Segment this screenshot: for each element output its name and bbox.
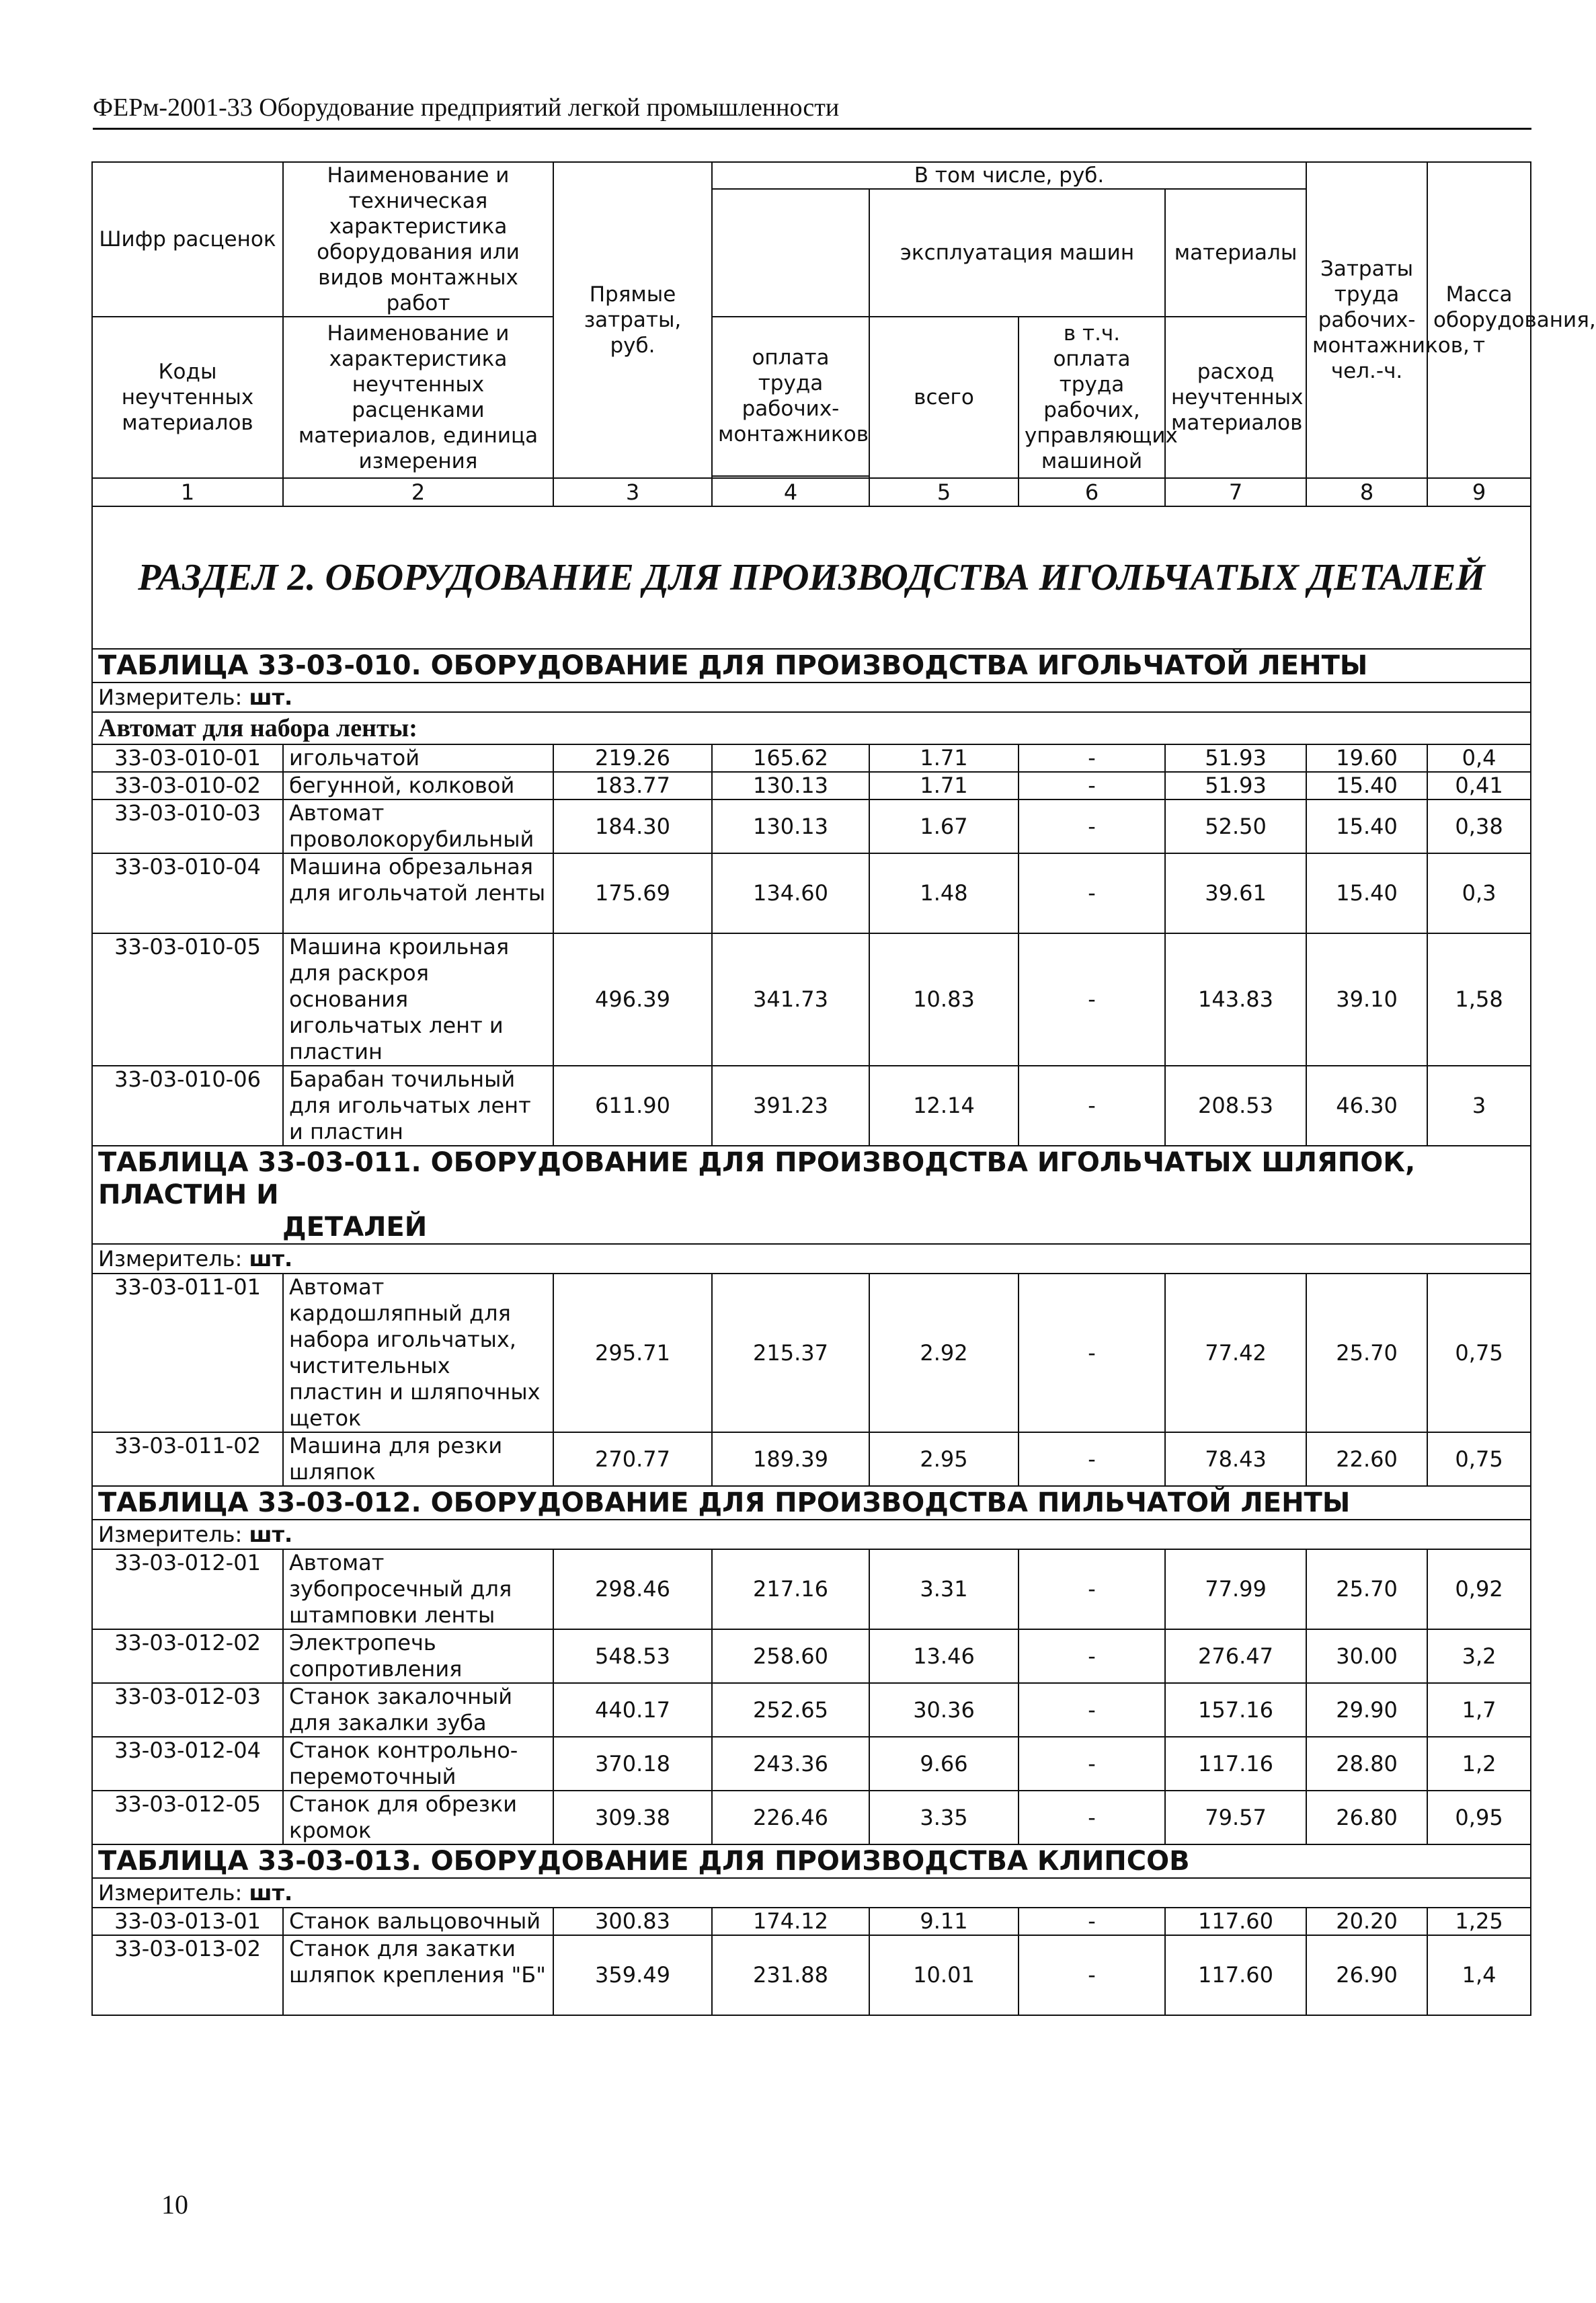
labor-hours: 28.80	[1306, 1737, 1427, 1791]
materials: 39.61	[1165, 853, 1306, 933]
machine-total: 1.48	[869, 853, 1019, 933]
machine-incl-pay: -	[1019, 1629, 1165, 1683]
meter-label: Измеритель:	[98, 1245, 243, 1272]
equipment-name: Электропечь сопротивления	[283, 1629, 553, 1683]
table-title-cell	[92, 1146, 1531, 1244]
machine-incl-pay: -	[1019, 1935, 1165, 2015]
group-row	[92, 712, 1531, 744]
labor-pay: 217.16	[712, 1549, 869, 1629]
table-row	[92, 799, 1531, 853]
machine-incl-pay: -	[1019, 853, 1165, 933]
labor-pay: 243.36	[712, 1737, 869, 1791]
direct-costs: 175.69	[553, 853, 712, 933]
header-blank	[712, 189, 869, 317]
table-row	[92, 853, 1531, 933]
labor-hours: 15.40	[1306, 772, 1427, 799]
machine-total: 1.67	[869, 799, 1019, 853]
meter-label: Измеритель:	[98, 1879, 243, 1906]
materials: 143.83	[1165, 933, 1306, 1066]
equipment-mass: 1,4	[1427, 1935, 1531, 2015]
rate-code: 33-03-011-02	[92, 1432, 283, 1486]
machine-incl-pay: -	[1019, 799, 1165, 853]
header-machine-total: всего	[869, 317, 1019, 478]
machine-total: 10.01	[869, 1935, 1019, 2015]
meter-cell	[92, 682, 1531, 712]
table-row	[92, 1737, 1531, 1791]
labor-pay: 130.13	[712, 799, 869, 853]
machine-total: 1.71	[869, 772, 1019, 799]
table-row	[92, 933, 1531, 1066]
col-number: 1	[92, 478, 283, 506]
direct-costs: 219.26	[553, 744, 712, 772]
machine-total: 10.83	[869, 933, 1019, 1066]
equipment-mass: 0,95	[1427, 1791, 1531, 1844]
equipment-name: Машина обрезальная для игольчатой ленты	[283, 853, 553, 933]
rate-code: 33-03-010-04	[92, 853, 283, 933]
direct-costs: 370.18	[553, 1737, 712, 1791]
direct-costs: 270.77	[553, 1432, 712, 1486]
table-title-continued: ДЕТАЛЕЙ	[282, 1212, 428, 1243]
table-title-row	[92, 649, 1531, 682]
meter-label: Измеритель:	[98, 684, 243, 710]
table-title-row	[92, 1844, 1531, 1878]
direct-costs: 496.39	[553, 933, 712, 1066]
equipment-mass: 1,25	[1427, 1908, 1531, 1935]
header-equipment-mass: Масса оборудования, т	[1427, 162, 1531, 478]
section-title: РАЗДЕЛ 2. ОБОРУДОВАНИЕ ДЛЯ ПРОИЗВОДСТВА ИГОЛЬЧАТЫХ ДЕТАЛЕЙ	[138, 557, 1485, 598]
price-table	[91, 161, 1596, 2016]
table-body	[92, 162, 1596, 2015]
header-name: Наименование и техническая характеристика оборудования или видов монтажных работ	[283, 162, 553, 317]
header-labor-pay: оплата труда рабочих-монтажников	[712, 317, 869, 476]
meter-label: Измеритель:	[98, 1521, 243, 1547]
direct-costs: 298.46	[553, 1549, 712, 1629]
labor-hours: 25.70	[1306, 1549, 1427, 1629]
header-unaccounted-codes: Коды неучтенных материалов	[92, 317, 283, 478]
table-title: ТАБЛИЦА 33-03-010. ОБОРУДОВАНИЕ ДЛЯ ПРОИЗВОДСТВА ИГОЛЬЧАТОЙ ЛЕНТЫ	[98, 650, 1368, 681]
materials: 276.47	[1165, 1629, 1306, 1683]
equipment-mass: 3,2	[1427, 1629, 1531, 1683]
machine-total: 2.92	[869, 1274, 1019, 1432]
labor-pay: 231.88	[712, 1935, 869, 2015]
labor-hours: 22.60	[1306, 1432, 1427, 1486]
meter-cell	[92, 1244, 1531, 1274]
rate-code: 33-03-012-03	[92, 1683, 283, 1737]
labor-pay: 215.37	[712, 1274, 869, 1432]
materials: 117.16	[1165, 1737, 1306, 1791]
materials: 79.57	[1165, 1791, 1306, 1844]
table-row	[92, 1274, 1531, 1432]
header-in-that-number: В том числе, руб.	[712, 162, 1306, 189]
column-number-row	[92, 478, 1531, 506]
materials: 51.93	[1165, 744, 1306, 772]
machine-incl-pay: -	[1019, 744, 1165, 772]
equipment-name: Автомат зубопросечный для штамповки ленты	[283, 1549, 553, 1629]
labor-hours: 26.90	[1306, 1935, 1427, 2015]
meter-unit: шт.	[249, 1879, 293, 1906]
table-row	[92, 1683, 1531, 1737]
page-number: 10	[161, 2189, 188, 2220]
labor-hours: 25.70	[1306, 1274, 1427, 1432]
labor-hours: 29.90	[1306, 1683, 1427, 1737]
machine-total: 13.46	[869, 1629, 1019, 1683]
equipment-mass: 0,38	[1427, 799, 1531, 853]
col-number: 5	[869, 478, 1019, 506]
machine-total: 3.31	[869, 1549, 1019, 1629]
equipment-mass: 0,3	[1427, 853, 1531, 933]
equipment-name: Автомат кардошляпный для набора игольчатых, чистительных пластин и шляпочных щеток	[283, 1274, 553, 1432]
table-row	[92, 1549, 1531, 1629]
machine-incl-pay: -	[1019, 1683, 1165, 1737]
labor-hours: 46.30	[1306, 1066, 1427, 1146]
equipment-mass: 3	[1427, 1066, 1531, 1146]
machine-incl-pay: -	[1019, 1432, 1165, 1486]
labor-pay: 252.65	[712, 1683, 869, 1737]
section-row	[92, 506, 1531, 649]
equipment-mass: 0,75	[1427, 1432, 1531, 1486]
col-number: 2	[283, 478, 553, 506]
group-label: Автомат для набора ленты:	[92, 712, 1531, 744]
equipment-mass: 0,4	[1427, 744, 1531, 772]
labor-hours: 26.80	[1306, 1791, 1427, 1844]
meter-cell	[92, 1878, 1531, 1908]
equipment-mass: 0,75	[1427, 1274, 1531, 1432]
labor-hours: 39.10	[1306, 933, 1427, 1066]
meter-row	[92, 1878, 1531, 1908]
labor-pay: 189.39	[712, 1432, 869, 1486]
rate-code: 33-03-011-01	[92, 1274, 283, 1432]
col-number: 7	[1165, 478, 1306, 506]
equipment-mass: 0,41	[1427, 772, 1531, 799]
direct-costs: 300.83	[553, 1908, 712, 1935]
equipment-name: Станок для обрезки кромок	[283, 1791, 553, 1844]
table-row	[92, 1791, 1531, 1844]
equipment-name: Станок контрольно-перемоточный	[283, 1737, 553, 1791]
meter-row	[92, 1520, 1531, 1549]
labor-pay: 226.46	[712, 1791, 869, 1844]
materials: 77.42	[1165, 1274, 1306, 1432]
direct-costs: 548.53	[553, 1629, 712, 1683]
table-title-cell	[92, 1844, 1531, 1878]
equipment-name: игольчатой	[283, 744, 553, 772]
rate-code: 33-03-012-04	[92, 1737, 283, 1791]
labor-hours: 19.60	[1306, 744, 1427, 772]
machine-total: 3.35	[869, 1791, 1019, 1844]
rate-code: 33-03-010-03	[92, 799, 283, 853]
table-title-row	[92, 1486, 1531, 1520]
meter-unit: шт.	[249, 1521, 293, 1547]
header-labor-costs: Затраты труда рабочих-монтажников, чел.-ч.	[1306, 162, 1427, 478]
table-row	[92, 1432, 1531, 1486]
labor-pay: 391.23	[712, 1066, 869, 1146]
rate-code: 33-03-010-01	[92, 744, 283, 772]
labor-pay: 341.73	[712, 933, 869, 1066]
rate-code: 33-03-010-06	[92, 1066, 283, 1146]
direct-costs: 295.71	[553, 1274, 712, 1432]
table-row	[92, 744, 1531, 772]
equipment-name: Машина кроильная для раскроя основания игольчатых лент и пластин	[283, 933, 553, 1066]
equipment-mass: 1,7	[1427, 1683, 1531, 1737]
page-header: ФЕРм-2001-33 Оборудование предприятий легкой промышленности	[93, 93, 1531, 130]
meter-unit: шт.	[249, 1245, 293, 1272]
table-title-cell	[92, 1486, 1531, 1520]
labor-pay: 130.13	[712, 772, 869, 799]
equipment-name: Станок вальцовочный	[283, 1908, 553, 1935]
direct-costs: 611.90	[553, 1066, 712, 1146]
materials: 51.93	[1165, 772, 1306, 799]
col-number: 6	[1019, 478, 1165, 506]
machine-incl-pay: -	[1019, 1908, 1165, 1935]
materials: 77.99	[1165, 1549, 1306, 1629]
machine-total: 12.14	[869, 1066, 1019, 1146]
equipment-mass: 1,2	[1427, 1737, 1531, 1791]
equipment-mass: 0,92	[1427, 1549, 1531, 1629]
rate-code: 33-03-012-01	[92, 1549, 283, 1629]
labor-hours: 30.00	[1306, 1629, 1427, 1683]
table-row	[92, 1629, 1531, 1683]
table-row	[92, 772, 1531, 799]
labor-hours: 15.40	[1306, 853, 1427, 933]
rate-code: 33-03-013-01	[92, 1908, 283, 1935]
machine-incl-pay: -	[1019, 1791, 1165, 1844]
meter-cell	[92, 1520, 1531, 1549]
meter-row	[92, 682, 1531, 712]
labor-pay: 165.62	[712, 744, 869, 772]
machine-total: 9.11	[869, 1908, 1019, 1935]
machine-incl-pay: -	[1019, 1737, 1165, 1791]
materials: 78.43	[1165, 1432, 1306, 1486]
header-machine-incl-pay: в т.ч. оплата труда рабочих, управляющих машиной	[1019, 317, 1165, 478]
materials: 157.16	[1165, 1683, 1306, 1737]
direct-costs: 184.30	[553, 799, 712, 853]
equipment-mass: 1,58	[1427, 933, 1531, 1066]
table-title: ТАБЛИЦА 33-03-013. ОБОРУДОВАНИЕ ДЛЯ ПРОИЗВОДСТВА КЛИПСОВ	[98, 1846, 1190, 1877]
table-title: ТАБЛИЦА 33-03-011. ОБОРУДОВАНИЕ ДЛЯ ПРОИЗВОДСТВА ИГОЛЬЧАТЫХ ШЛЯПОК, ПЛАСТИН И	[98, 1147, 1416, 1210]
labor-hours: 20.20	[1306, 1908, 1427, 1935]
meter-unit: шт.	[249, 684, 293, 710]
meter-row	[92, 1244, 1531, 1274]
machine-incl-pay: -	[1019, 1549, 1165, 1629]
table-title: ТАБЛИЦА 33-03-012. ОБОРУДОВАНИЕ ДЛЯ ПРОИЗВОДСТВА ПИЛЬЧАТОЙ ЛЕНТЫ	[98, 1487, 1351, 1518]
header-direct-costs: Прямые затраты, руб.	[553, 162, 712, 478]
materials: 208.53	[1165, 1066, 1306, 1146]
header-machine-operation: эксплуатация машин	[869, 189, 1165, 317]
col-number: 8	[1306, 478, 1427, 506]
equipment-name: Станок для закатки шляпок крепления "Б"	[283, 1935, 553, 2015]
col-number: 9	[1427, 478, 1531, 506]
table-row	[92, 1908, 1531, 1935]
direct-costs: 309.38	[553, 1791, 712, 1844]
materials: 52.50	[1165, 799, 1306, 853]
header-row-1	[92, 162, 1531, 189]
table-row	[92, 1066, 1531, 1146]
table-title-cell	[92, 649, 1531, 682]
header-materials: материалы	[1165, 189, 1306, 317]
col-number: 4	[712, 478, 869, 506]
header-code: Шифр расценок	[92, 162, 283, 317]
rate-code: 33-03-012-05	[92, 1791, 283, 1844]
machine-incl-pay: -	[1019, 772, 1165, 799]
labor-pay: 134.60	[712, 853, 869, 933]
col-number: 3	[553, 478, 712, 506]
section-cell	[92, 506, 1531, 649]
equipment-name: Станок закалочный для закалки зуба	[283, 1683, 553, 1737]
header-unaccounted-materials-name: Наименование и характеристика неучтенных расценками материалов, единица измерения	[283, 317, 553, 478]
labor-pay: 258.60	[712, 1629, 869, 1683]
equipment-name: бегунной, колковой	[283, 772, 553, 799]
machine-total: 30.36	[869, 1683, 1019, 1737]
rate-code: 33-03-010-05	[92, 933, 283, 1066]
labor-pay: 174.12	[712, 1908, 869, 1935]
equipment-name: Автомат проволокорубильный	[283, 799, 553, 853]
header-materials-unaccounted: расход неучтенных материалов	[1165, 317, 1306, 478]
equipment-name: Барабан точильный для игольчатых лент и пластин	[283, 1066, 553, 1146]
rate-code: 33-03-012-02	[92, 1629, 283, 1683]
equipment-name: Машина для резки шляпок	[283, 1432, 553, 1486]
rate-code: 33-03-013-02	[92, 1935, 283, 2015]
labor-hours: 15.40	[1306, 799, 1427, 853]
direct-costs: 183.77	[553, 772, 712, 799]
direct-costs: 440.17	[553, 1683, 712, 1737]
direct-costs: 359.49	[553, 1935, 712, 2015]
machine-incl-pay: -	[1019, 1274, 1165, 1432]
machine-total: 2.95	[869, 1432, 1019, 1486]
machine-incl-pay: -	[1019, 1066, 1165, 1146]
machine-total: 9.66	[869, 1737, 1019, 1791]
machine-incl-pay: -	[1019, 933, 1165, 1066]
materials: 117.60	[1165, 1908, 1306, 1935]
machine-total: 1.71	[869, 744, 1019, 772]
table-row	[92, 1935, 1531, 2015]
rate-code: 33-03-010-02	[92, 772, 283, 799]
table-title-row	[92, 1146, 1531, 1244]
materials: 117.60	[1165, 1935, 1306, 2015]
